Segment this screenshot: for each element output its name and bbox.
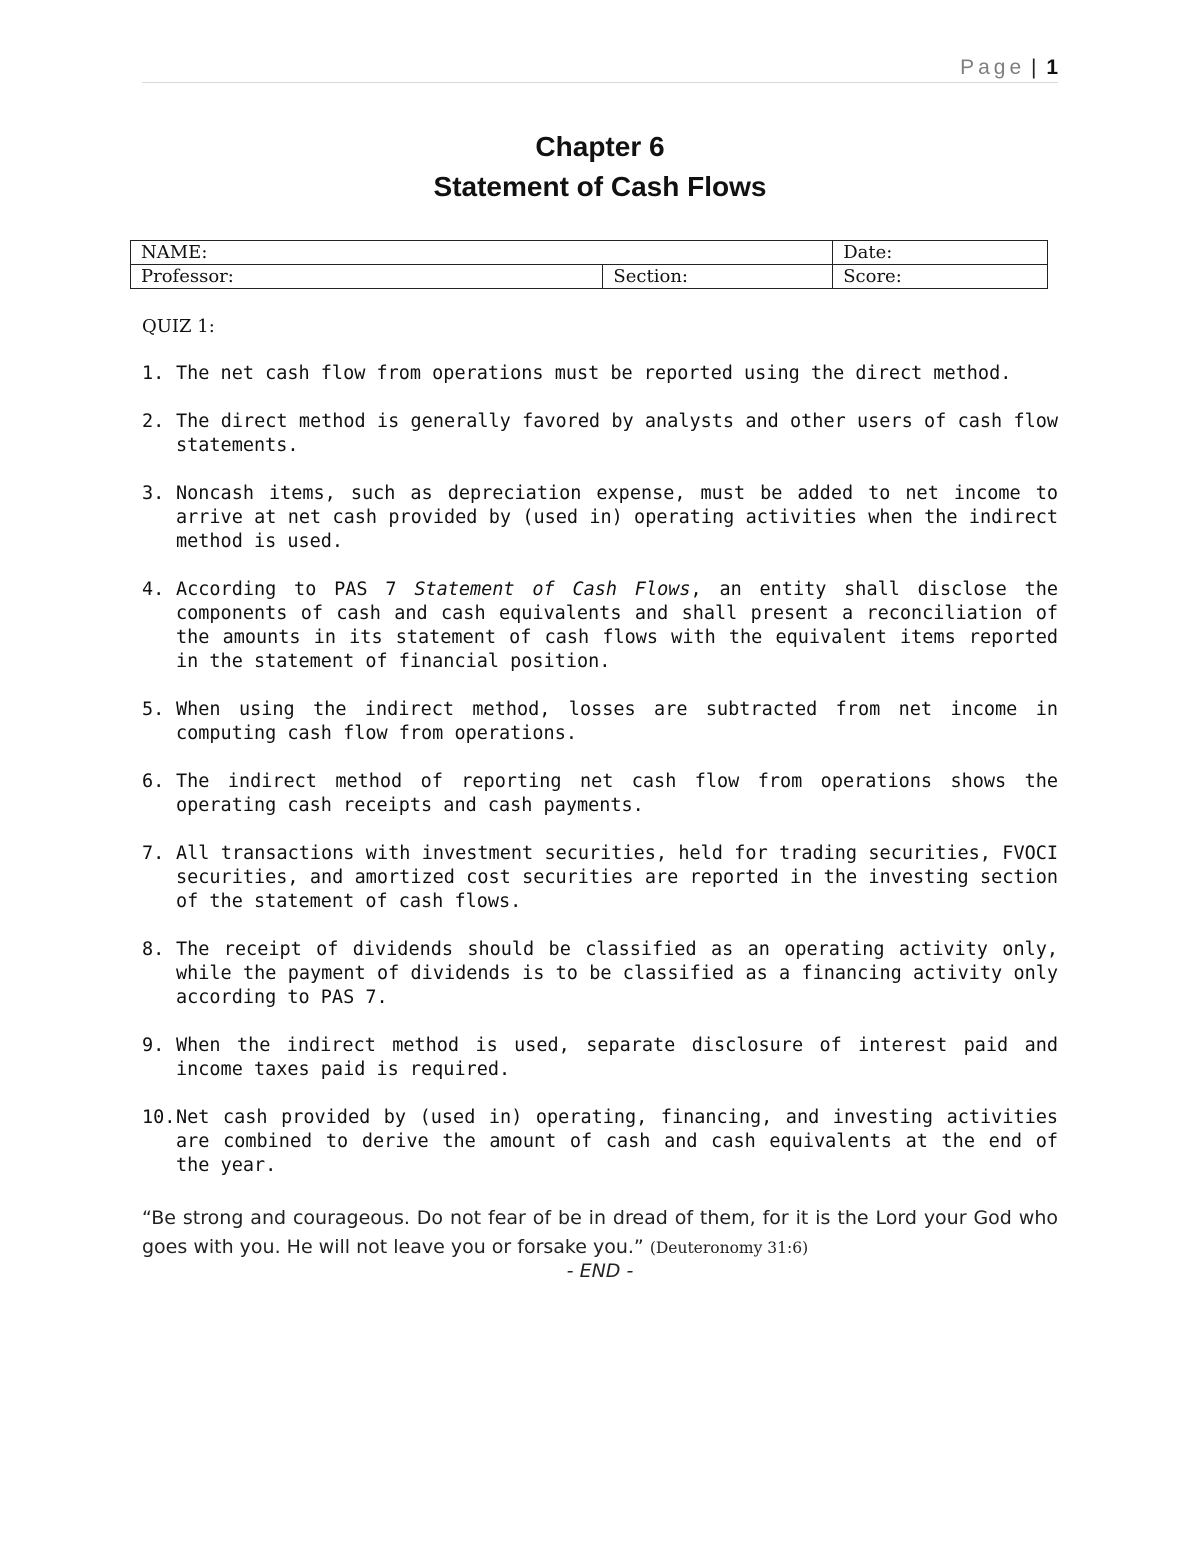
question-number: 6. xyxy=(142,771,165,792)
standard-title: Statement of Cash Flows xyxy=(414,579,691,600)
question-text-post: , an entity shall disclose the components of cash and cash equivalents and shall present a reconciliation of the amounts in its statement of cash flows with the equivalent items reported in the statement of financial position. xyxy=(176,579,1058,672)
question-item xyxy=(142,842,1058,914)
question-number: 4. xyxy=(142,579,165,600)
question-text: When the indirect method is used, separate disclosure of interest paid and income taxes paid is required. xyxy=(176,1035,1058,1080)
question-item xyxy=(142,770,1058,818)
page-separator: | xyxy=(1031,56,1037,79)
date-label: Date: xyxy=(843,242,893,263)
professor-label: Professor: xyxy=(141,266,234,287)
question-number: 3. xyxy=(142,483,165,504)
question-number: 1. xyxy=(142,363,165,384)
question-text: The direct method is generally favored by analysts and other users of cash flow statements. xyxy=(176,411,1058,456)
bible-quote xyxy=(142,1204,1058,1263)
chapter-title: Chapter 6 xyxy=(535,131,665,162)
question-number: 5. xyxy=(142,699,165,720)
question-item xyxy=(142,698,1058,746)
info-row-name xyxy=(131,241,1048,265)
name-field[interactable] xyxy=(131,241,833,265)
question-number: 2. xyxy=(142,411,165,432)
quote-reference: (Deuteronomy 31:6) xyxy=(649,1239,809,1257)
question-item xyxy=(142,938,1058,1010)
question-number: 10. xyxy=(142,1107,176,1128)
score-field[interactable] xyxy=(833,265,1048,289)
question-text: Net cash provided by (used in) operating, financing, and investing activities are combined to derive the amount of cash and cash equivalents at the end of the year. xyxy=(176,1107,1058,1176)
question-item xyxy=(142,362,1058,386)
question-list xyxy=(142,362,1058,1202)
student-info-table xyxy=(130,240,1048,289)
question-item xyxy=(142,1106,1058,1178)
section-label: Section: xyxy=(613,266,688,287)
question-number: 8. xyxy=(142,939,165,960)
question-item xyxy=(142,410,1058,458)
section-field[interactable] xyxy=(603,265,833,289)
professor-field[interactable] xyxy=(131,265,603,289)
score-label: Score: xyxy=(843,266,902,287)
info-row-professor xyxy=(131,265,1048,289)
question-text: The receipt of dividends should be classified as an operating activity only, while the payment of dividends is to be classified as a financing activity only according to PAS 7. xyxy=(176,939,1058,1008)
page-label: Page xyxy=(960,56,1026,79)
document-title: Statement of Cash Flows xyxy=(433,171,767,202)
question-text-pre: According to PAS 7 xyxy=(176,579,415,600)
name-label: NAME: xyxy=(141,242,208,263)
question-text: All transactions with investment securities, held for trading securities, FVOCI securities, and amortized cost securities are reported in the investing section of the statement of cash flows. xyxy=(176,843,1058,912)
question-item xyxy=(142,578,1058,674)
quote-text: “Be strong and courageous. Do not fear of be in dread of them, for it is the Lord your God who goes with you. He will not leave you or forsake you.” xyxy=(142,1207,1058,1258)
question-number: 9. xyxy=(142,1035,165,1056)
page-number: 1 xyxy=(1046,56,1058,79)
question-item xyxy=(142,1034,1058,1082)
question-text: When using the indirect method, losses are subtracted from net income in computing cash flow from operations. xyxy=(176,699,1058,744)
end-marker: - END - xyxy=(566,1260,634,1282)
question-text: Noncash items, such as depreciation expense, must be added to net income to arrive at net cash provided by (used in) operating activities when the indirect method is used. xyxy=(176,483,1058,552)
date-field[interactable] xyxy=(833,241,1048,265)
question-number: 7. xyxy=(142,843,165,864)
page-header xyxy=(142,56,1058,83)
question-item xyxy=(142,482,1058,554)
question-text: The net cash flow from operations must be reported using the direct method. xyxy=(176,363,1012,384)
question-text: The indirect method of reporting net cash flow from operations shows the operating cash receipts and cash payments. xyxy=(176,771,1058,816)
quiz-title: QUIZ 1: xyxy=(142,316,215,337)
